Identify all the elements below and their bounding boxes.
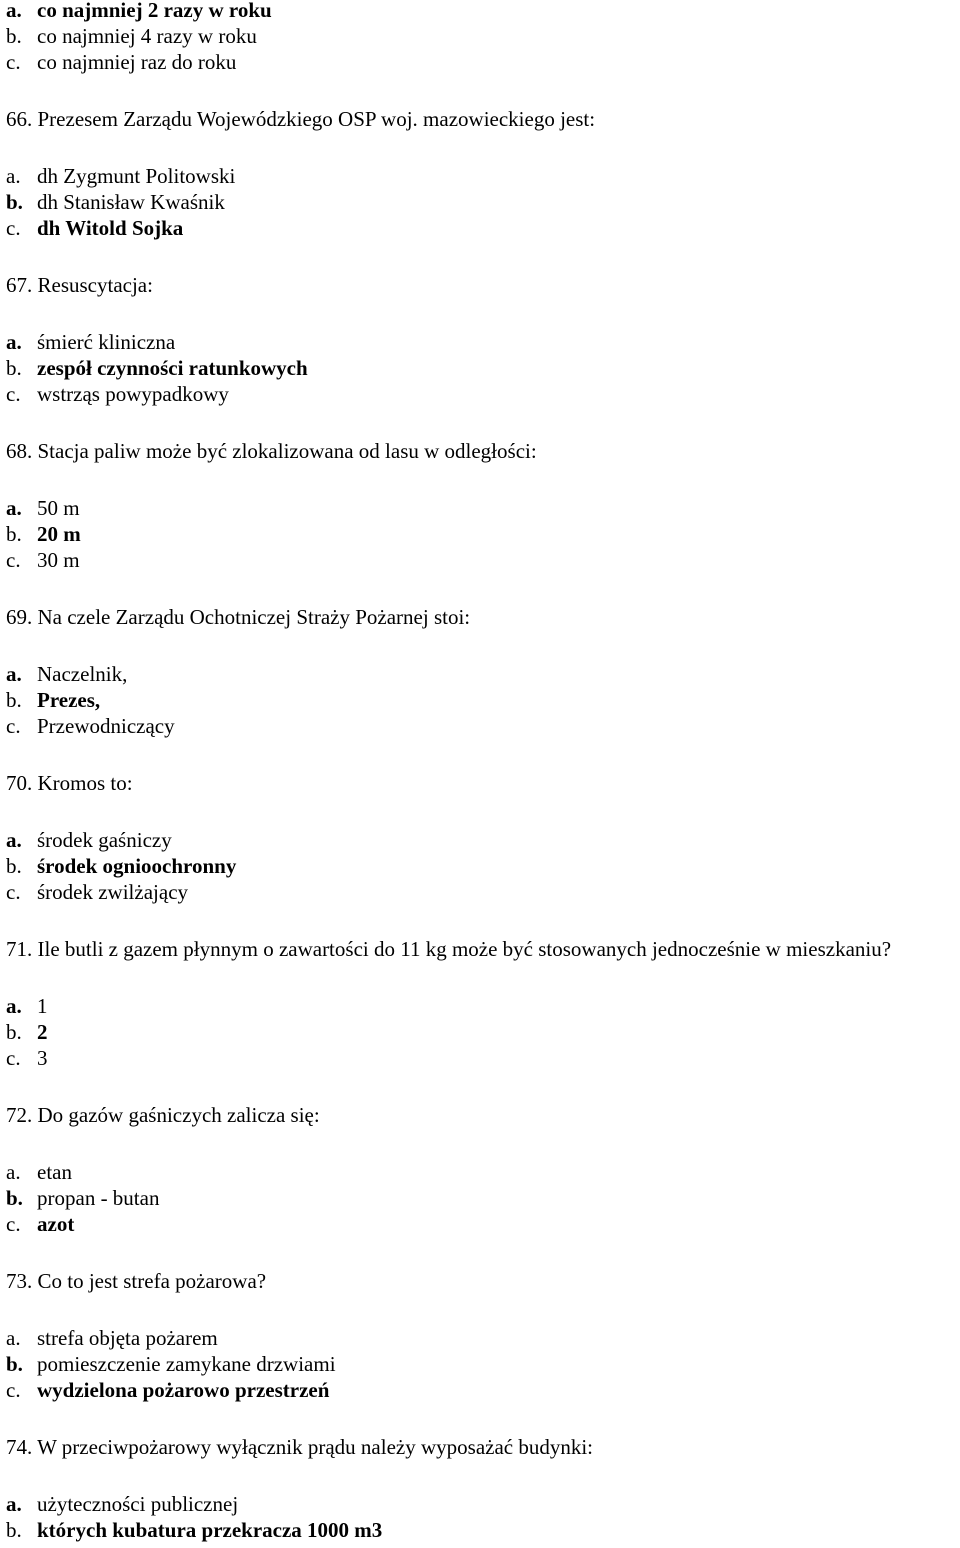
- option-text: wydzielona pożarowo przestrzeń: [37, 1378, 330, 1402]
- option-text: 20 m: [37, 522, 81, 546]
- answer-option: [6, 26, 257, 52]
- option-letter: b.: [6, 24, 22, 48]
- option-text: co najmniej 4 razy w roku: [37, 24, 257, 48]
- option-text: wstrząs powypadkowy: [37, 382, 229, 406]
- option-text: 50 m: [37, 496, 80, 520]
- question-text: 67. Resuscytacja:: [6, 273, 153, 297]
- option-letter: b.: [6, 522, 22, 546]
- answer-option: [6, 358, 308, 384]
- option-text: azot: [37, 1212, 75, 1236]
- answer-option: [6, 1494, 238, 1520]
- option-text: 3: [37, 1046, 48, 1070]
- answer-option: [6, 882, 188, 908]
- option-letter: c.: [6, 1046, 21, 1070]
- answer-option: [6, 716, 175, 742]
- answer-option: [6, 1188, 159, 1214]
- answer-option: [6, 690, 100, 716]
- option-letter: c.: [6, 880, 21, 904]
- option-text: śmierć kliniczna: [37, 330, 176, 354]
- question-text: 72. Do gazów gaśniczych zalicza się:: [6, 1103, 320, 1127]
- option-letter: a.: [6, 1326, 21, 1350]
- answer-option: [6, 664, 127, 690]
- answer-option: [6, 1328, 218, 1354]
- option-text: dh Stanisław Kwaśnik: [37, 190, 225, 214]
- question-text: 69. Na czele Zarządu Ochotniczej Straży Pożarnej stoi:: [6, 605, 471, 629]
- answer-option: [6, 0, 272, 26]
- option-text: 30 m: [37, 548, 80, 572]
- option-text: użyteczności publicznej: [37, 1492, 239, 1516]
- answer-option: [6, 1214, 74, 1240]
- option-letter: a.: [6, 0, 22, 22]
- option-letter: a.: [6, 496, 22, 520]
- option-letter: b.: [6, 1020, 22, 1044]
- question-text: 73. Co to jest strefa pożarowa?: [6, 1269, 267, 1293]
- option-letter: c.: [6, 714, 21, 738]
- option-letter: a.: [6, 330, 22, 354]
- option-letter: a.: [6, 994, 22, 1018]
- answer-option: [6, 524, 81, 550]
- option-text: Naczelnik,: [37, 662, 128, 686]
- answer-option: [6, 856, 236, 882]
- option-letter: b.: [6, 356, 22, 380]
- answer-option: [6, 550, 80, 576]
- option-text: środek zwilżający: [37, 880, 189, 904]
- option-text: dh Witold Sojka: [37, 216, 184, 240]
- option-text: środek gaśniczy: [37, 828, 172, 852]
- option-letter: c.: [6, 1212, 21, 1236]
- option-text: 1: [37, 994, 48, 1018]
- question-text: 71. Ile butli z gazem płynnym o zawartości do 11 kg może być stosowanych jednocześnie w mieszkaniu?: [6, 937, 892, 961]
- option-text: strefa objęta pożarem: [37, 1326, 218, 1350]
- option-letter: a.: [6, 164, 21, 188]
- option-text: etan: [37, 1160, 72, 1184]
- answer-option: [6, 166, 235, 192]
- answer-option: [6, 1022, 48, 1048]
- option-letter: c.: [6, 1378, 21, 1402]
- answer-option: [6, 52, 236, 78]
- option-letter: a.: [6, 662, 22, 686]
- option-letter: a.: [6, 828, 22, 852]
- answer-option: [6, 498, 80, 524]
- answer-option: [6, 1162, 72, 1188]
- answer-option: [6, 192, 225, 218]
- option-letter: a.: [6, 1492, 22, 1516]
- answer-option: [6, 218, 183, 244]
- answer-option: [6, 1380, 329, 1406]
- option-letter: b.: [6, 190, 23, 214]
- answer-option: [6, 384, 229, 410]
- option-text: 2: [37, 1020, 48, 1044]
- question-text: 74. W przeciwpożarowy wyłącznik prądu należy wyposażać budynki:: [6, 1435, 594, 1459]
- option-letter: c.: [6, 548, 21, 572]
- answer-option: [6, 1520, 382, 1546]
- option-text: pomieszczenie zamykane drzwiami: [37, 1352, 336, 1376]
- option-letter: b.: [6, 1518, 22, 1542]
- option-letter: c.: [6, 50, 21, 74]
- option-text: propan - butan: [37, 1186, 160, 1210]
- question-text: 66. Prezesem Zarządu Wojewódzkiego OSP woj. mazowieckiego jest:: [6, 107, 596, 131]
- answer-option: [6, 830, 172, 856]
- question-text: 68. Stacja paliw może być zlokalizowana od lasu w odległości:: [6, 439, 537, 463]
- option-text: których kubatura przekracza 1000 m3: [37, 1518, 383, 1542]
- option-text: co najmniej raz do roku: [37, 50, 237, 74]
- answer-option: [6, 332, 175, 358]
- option-letter: b.: [6, 1352, 23, 1376]
- option-letter: b.: [6, 688, 22, 712]
- answer-option: [6, 996, 48, 1022]
- option-letter: c.: [6, 216, 21, 240]
- answer-option: [6, 1354, 336, 1380]
- option-text: środek ognioochronny: [37, 854, 237, 878]
- option-text: Przewodniczący: [37, 714, 175, 738]
- option-text: Prezes,: [37, 688, 101, 712]
- option-text: zespół czynności ratunkowych: [37, 356, 308, 380]
- option-letter: a.: [6, 1160, 21, 1184]
- answer-option: [6, 1048, 48, 1074]
- option-letter: b.: [6, 854, 22, 878]
- option-letter: c.: [6, 382, 21, 406]
- question-text: 70. Kromos to:: [6, 771, 133, 795]
- option-letter: b.: [6, 1186, 23, 1210]
- option-text: co najmniej 2 razy w roku: [37, 0, 272, 22]
- option-text: dh Zygmunt Politowski: [37, 164, 236, 188]
